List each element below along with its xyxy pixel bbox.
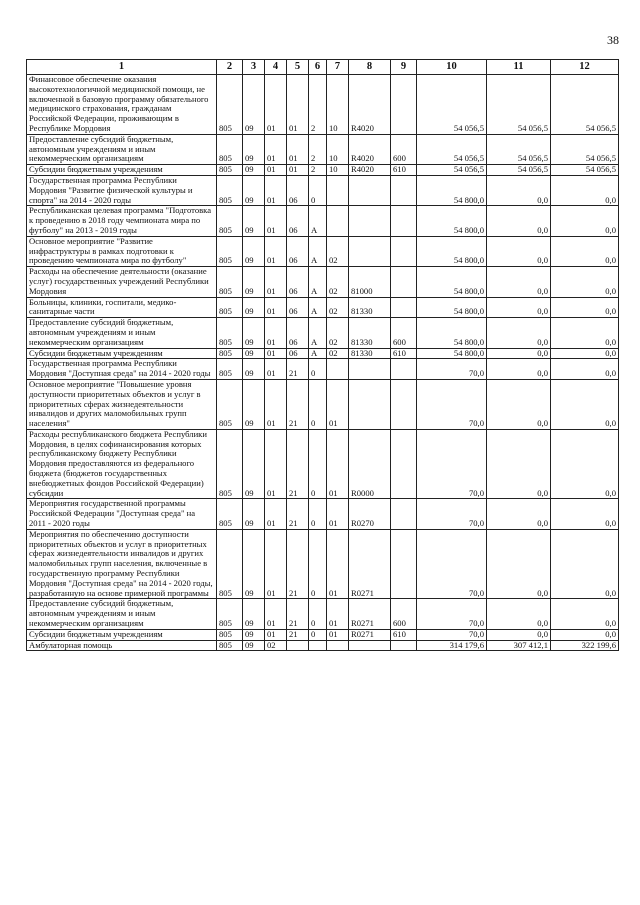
amount-year2-cell: 0,0: [487, 379, 551, 429]
code-subprogram-cell: 0: [309, 175, 327, 205]
column-header: 10: [417, 60, 487, 75]
row-name-cell: Финансовое обеспечение оказания высокотехнологичной медицинской помощи, не включенной в базовую программу обязательного медицинского страхования, гражданам Российской Федерации, проживающим в Республике Мордовия: [27, 75, 217, 135]
code-program-cell: 21: [287, 359, 309, 380]
amount-year1-cell: 54 800,0: [417, 236, 487, 266]
code-subprogram-cell: 0: [309, 529, 327, 599]
row-name-cell: Предоставление субсидий бюджетным, автономным учреждениям и иным некоммерческим организациям: [27, 599, 217, 629]
code-direction-cell: [349, 206, 391, 236]
code-subprogram-cell: А: [309, 206, 327, 236]
code-program-cell: 21: [287, 379, 309, 429]
code-program-cell: 21: [287, 529, 309, 599]
amount-year2-cell: 0,0: [487, 175, 551, 205]
amount-year1-cell: 54 056,5: [417, 134, 487, 164]
code-event-cell: 02: [327, 236, 349, 266]
code-pr-cell: 01: [265, 359, 287, 380]
code-expense-type-cell: [391, 236, 417, 266]
code-program-cell: 21: [287, 599, 309, 629]
amount-year2-cell: 307 412,1: [487, 640, 551, 651]
row-name-cell: Основное мероприятие "Развитие инфраструктуры в рамках подготовки к проведению чемпионата мира по футболу": [27, 236, 217, 266]
amount-year3-cell: 0,0: [551, 175, 619, 205]
table-row: [27, 629, 619, 640]
code-gr-cell: 805: [217, 236, 243, 266]
code-rz-cell: 09: [243, 75, 265, 135]
amount-year2-cell: 54 056,5: [487, 134, 551, 164]
code-expense-type-cell: [391, 297, 417, 318]
row-name-cell: Предоставление субсидий бюджетным, автономным учреждениям и иным некоммерческим организациям: [27, 134, 217, 164]
row-name-cell: Амбулаторная помощь: [27, 640, 217, 651]
code-gr-cell: 805: [217, 640, 243, 651]
code-direction-cell: R4020: [349, 75, 391, 135]
amount-year1-cell: 70,0: [417, 499, 487, 529]
code-gr-cell: 805: [217, 297, 243, 318]
amount-year3-cell: 54 056,5: [551, 134, 619, 164]
code-direction-cell: 81330: [349, 348, 391, 359]
code-direction-cell: 81330: [349, 318, 391, 348]
amount-year2-cell: 0,0: [487, 297, 551, 318]
amount-year3-cell: 0,0: [551, 318, 619, 348]
code-pr-cell: 01: [265, 379, 287, 429]
code-direction-cell: R0271: [349, 629, 391, 640]
amount-year1-cell: 70,0: [417, 379, 487, 429]
code-event-cell: 01: [327, 529, 349, 599]
code-program-cell: 06: [287, 206, 309, 236]
table-row: [27, 267, 619, 297]
code-event-cell: 02: [327, 267, 349, 297]
code-subprogram-cell: А: [309, 348, 327, 359]
page-number: 38: [607, 33, 619, 47]
code-rz-cell: 09: [243, 318, 265, 348]
code-expense-type-cell: 610: [391, 165, 417, 176]
table-row: [27, 165, 619, 176]
budget-table: [26, 59, 619, 651]
row-name-cell: Государственная программа Республики Мордовия "Развитие физической культуры и спорта" на 2014 - 2020 годы: [27, 175, 217, 205]
code-rz-cell: 09: [243, 529, 265, 599]
amount-year1-cell: 54 800,0: [417, 297, 487, 318]
code-pr-cell: 01: [265, 499, 287, 529]
code-gr-cell: 805: [217, 629, 243, 640]
code-event-cell: 10: [327, 134, 349, 164]
code-gr-cell: 805: [217, 165, 243, 176]
code-expense-type-cell: [391, 75, 417, 135]
code-pr-cell: 01: [265, 599, 287, 629]
code-expense-type-cell: 600: [391, 134, 417, 164]
code-program-cell: 21: [287, 499, 309, 529]
row-name-cell: Основное мероприятие "Повышение уровня доступности приоритетных объектов и услуг в приоритетных сферах жизнедеятельности инвалидов и других маломобильных групп населения": [27, 379, 217, 429]
table-body: [27, 75, 619, 651]
amount-year2-cell: 54 056,5: [487, 75, 551, 135]
code-rz-cell: 09: [243, 134, 265, 164]
code-pr-cell: 01: [265, 348, 287, 359]
code-rz-cell: 09: [243, 348, 265, 359]
code-subprogram-cell: 2: [309, 134, 327, 164]
code-gr-cell: 805: [217, 599, 243, 629]
row-name-cell: Республиканская целевая программа "Подготовка к проведению в 2018 году чемпионата мира по футболу" на 2013 - 2019 годы: [27, 206, 217, 236]
amount-year1-cell: 314 179,6: [417, 640, 487, 651]
code-subprogram-cell: 0: [309, 629, 327, 640]
code-gr-cell: 805: [217, 318, 243, 348]
code-expense-type-cell: [391, 640, 417, 651]
row-name-cell: Больницы, клиники, госпитали, медико-санитарные части: [27, 297, 217, 318]
amount-year3-cell: 0,0: [551, 267, 619, 297]
code-program-cell: 06: [287, 348, 309, 359]
code-rz-cell: 09: [243, 379, 265, 429]
table-row: [27, 348, 619, 359]
code-event-cell: 01: [327, 379, 349, 429]
code-gr-cell: 805: [217, 379, 243, 429]
code-direction-cell: 81330: [349, 297, 391, 318]
code-gr-cell: 805: [217, 499, 243, 529]
row-name-cell: Субсидии бюджетным учреждениям: [27, 629, 217, 640]
amount-year3-cell: 0,0: [551, 429, 619, 499]
amount-year1-cell: 70,0: [417, 629, 487, 640]
code-program-cell: 01: [287, 75, 309, 135]
code-rz-cell: 09: [243, 599, 265, 629]
code-event-cell: 10: [327, 165, 349, 176]
table-row: [27, 640, 619, 651]
code-pr-cell: 01: [265, 165, 287, 176]
amount-year3-cell: 0,0: [551, 499, 619, 529]
code-program-cell: 06: [287, 267, 309, 297]
column-header: 5: [287, 60, 309, 75]
code-direction-cell: [349, 175, 391, 205]
amount-year1-cell: 54 800,0: [417, 206, 487, 236]
code-subprogram-cell: 2: [309, 165, 327, 176]
code-gr-cell: 805: [217, 75, 243, 135]
code-subprogram-cell: 0: [309, 599, 327, 629]
amount-year1-cell: 54 800,0: [417, 175, 487, 205]
code-pr-cell: 01: [265, 429, 287, 499]
code-rz-cell: 09: [243, 629, 265, 640]
amount-year1-cell: 70,0: [417, 599, 487, 629]
code-rz-cell: 09: [243, 165, 265, 176]
table-row: [27, 175, 619, 205]
code-event-cell: 01: [327, 629, 349, 640]
amount-year3-cell: 0,0: [551, 348, 619, 359]
code-gr-cell: 805: [217, 529, 243, 599]
code-gr-cell: 805: [217, 206, 243, 236]
code-rz-cell: 09: [243, 267, 265, 297]
amount-year1-cell: 70,0: [417, 359, 487, 380]
code-pr-cell: 01: [265, 175, 287, 205]
table-row: [27, 318, 619, 348]
amount-year3-cell: 0,0: [551, 206, 619, 236]
code-expense-type-cell: [391, 379, 417, 429]
amount-year1-cell: 70,0: [417, 529, 487, 599]
code-expense-type-cell: [391, 359, 417, 380]
amount-year2-cell: 0,0: [487, 499, 551, 529]
code-direction-cell: R4020: [349, 165, 391, 176]
code-subprogram-cell: 0: [309, 429, 327, 499]
code-direction-cell: [349, 640, 391, 651]
code-subprogram-cell: А: [309, 297, 327, 318]
code-direction-cell: [349, 359, 391, 380]
row-name-cell: Мероприятия государственной программы Российской Федерации "Доступная среда" на 2011 - 2020 годы: [27, 499, 217, 529]
code-pr-cell: 01: [265, 134, 287, 164]
code-event-cell: [327, 206, 349, 236]
code-program-cell: 21: [287, 629, 309, 640]
code-expense-type-cell: [391, 529, 417, 599]
column-header: 12: [551, 60, 619, 75]
amount-year2-cell: 0,0: [487, 267, 551, 297]
table-row: [27, 297, 619, 318]
amount-year2-cell: 0,0: [487, 429, 551, 499]
code-gr-cell: 805: [217, 134, 243, 164]
column-header: 6: [309, 60, 327, 75]
code-subprogram-cell: 2: [309, 75, 327, 135]
code-expense-type-cell: 600: [391, 599, 417, 629]
code-subprogram-cell: А: [309, 236, 327, 266]
amount-year1-cell: 54 056,5: [417, 165, 487, 176]
amount-year1-cell: 54 800,0: [417, 318, 487, 348]
table-row: [27, 359, 619, 380]
amount-year1-cell: 70,0: [417, 429, 487, 499]
amount-year2-cell: 54 056,5: [487, 165, 551, 176]
code-subprogram-cell: А: [309, 267, 327, 297]
row-name-cell: Субсидии бюджетным учреждениям: [27, 165, 217, 176]
amount-year3-cell: 0,0: [551, 599, 619, 629]
column-header: 1: [27, 60, 217, 75]
amount-year2-cell: 0,0: [487, 599, 551, 629]
code-event-cell: 02: [327, 348, 349, 359]
code-expense-type-cell: [391, 429, 417, 499]
code-subprogram-cell: 0: [309, 499, 327, 529]
code-rz-cell: 09: [243, 359, 265, 380]
amount-year3-cell: 0,0: [551, 297, 619, 318]
row-name-cell: Расходы республиканского бюджета Республики Мордовия, в целях софинансирования которых республиканскому бюджету Республики Мордовия предоставляются из федерального бюджета (бюджетов государственных внебюджетных фондов Российской Федерации) субсидии: [27, 429, 217, 499]
amount-year2-cell: 0,0: [487, 629, 551, 640]
code-gr-cell: 805: [217, 429, 243, 499]
amount-year2-cell: 0,0: [487, 206, 551, 236]
amount-year1-cell: 54 800,0: [417, 267, 487, 297]
column-header: 9: [391, 60, 417, 75]
amount-year2-cell: 0,0: [487, 348, 551, 359]
column-header: 4: [265, 60, 287, 75]
code-program-cell: 06: [287, 318, 309, 348]
column-header: 11: [487, 60, 551, 75]
code-subprogram-cell: [309, 640, 327, 651]
amount-year3-cell: 0,0: [551, 359, 619, 380]
code-pr-cell: 01: [265, 267, 287, 297]
code-program-cell: 01: [287, 165, 309, 176]
amount-year2-cell: 0,0: [487, 359, 551, 380]
code-event-cell: 02: [327, 297, 349, 318]
code-event-cell: [327, 175, 349, 205]
amount-year3-cell: 0,0: [551, 236, 619, 266]
row-name-cell: Предоставление субсидий бюджетным, автономным учреждениям и иным некоммерческим организациям: [27, 318, 217, 348]
code-event-cell: 01: [327, 599, 349, 629]
code-gr-cell: 805: [217, 359, 243, 380]
code-event-cell: 10: [327, 75, 349, 135]
code-pr-cell: 01: [265, 318, 287, 348]
code-program-cell: 06: [287, 236, 309, 266]
row-name-cell: Расходы на обеспечение деятельности (оказание услуг) государственных учреждений Республики Мордовия: [27, 267, 217, 297]
code-direction-cell: R4020: [349, 134, 391, 164]
amount-year2-cell: 0,0: [487, 236, 551, 266]
code-program-cell: 21: [287, 429, 309, 499]
code-direction-cell: R0271: [349, 599, 391, 629]
code-direction-cell: R0271: [349, 529, 391, 599]
code-rz-cell: 09: [243, 499, 265, 529]
column-header: 2: [217, 60, 243, 75]
table-row: [27, 75, 619, 135]
amount-year3-cell: 0,0: [551, 529, 619, 599]
amount-year3-cell: 322 199,6: [551, 640, 619, 651]
code-pr-cell: 02: [265, 640, 287, 651]
code-subprogram-cell: 0: [309, 379, 327, 429]
table-row: [27, 499, 619, 529]
code-rz-cell: 09: [243, 175, 265, 205]
code-rz-cell: 09: [243, 206, 265, 236]
row-name-cell: Субсидии бюджетным учреждениям: [27, 348, 217, 359]
table-row: [27, 236, 619, 266]
code-rz-cell: 09: [243, 297, 265, 318]
code-pr-cell: 01: [265, 629, 287, 640]
code-expense-type-cell: [391, 175, 417, 205]
table-header-row: [27, 60, 619, 75]
amount-year2-cell: 0,0: [487, 529, 551, 599]
table-row: [27, 206, 619, 236]
column-header: 7: [327, 60, 349, 75]
code-pr-cell: 01: [265, 206, 287, 236]
code-event-cell: [327, 640, 349, 651]
code-direction-cell: [349, 379, 391, 429]
code-program-cell: 06: [287, 175, 309, 205]
code-gr-cell: 805: [217, 348, 243, 359]
amount-year1-cell: 54 800,0: [417, 348, 487, 359]
amount-year1-cell: 54 056,5: [417, 75, 487, 135]
code-direction-cell: R0270: [349, 499, 391, 529]
code-expense-type-cell: [391, 267, 417, 297]
amount-year2-cell: 0,0: [487, 318, 551, 348]
code-pr-cell: 01: [265, 75, 287, 135]
code-rz-cell: 09: [243, 236, 265, 266]
code-pr-cell: 01: [265, 236, 287, 266]
table-row: [27, 529, 619, 599]
column-header: 8: [349, 60, 391, 75]
code-event-cell: 02: [327, 318, 349, 348]
code-expense-type-cell: 610: [391, 348, 417, 359]
code-pr-cell: 01: [265, 529, 287, 599]
code-program-cell: [287, 640, 309, 651]
row-name-cell: Государственная программа Республики Мордовия "Доступная среда" на 2014 - 2020 годы: [27, 359, 217, 380]
table-row: [27, 599, 619, 629]
code-program-cell: 06: [287, 297, 309, 318]
code-direction-cell: R0000: [349, 429, 391, 499]
code-program-cell: 01: [287, 134, 309, 164]
code-gr-cell: 805: [217, 175, 243, 205]
code-direction-cell: 81000: [349, 267, 391, 297]
code-expense-type-cell: [391, 499, 417, 529]
code-gr-cell: 805: [217, 267, 243, 297]
code-pr-cell: 01: [265, 297, 287, 318]
code-expense-type-cell: 610: [391, 629, 417, 640]
row-name-cell: Мероприятия по обеспечению доступности приоритетных объектов и услуг в приоритетных сферах жизнедеятельности инвалидов и других маломобильных групп населения, включенные в государственную программу Республики Мордовия "Доступная среда" на 2014 - 2020 годы, разработанную на основе примерной программы: [27, 529, 217, 599]
code-subprogram-cell: А: [309, 318, 327, 348]
table-row: [27, 379, 619, 429]
code-rz-cell: 09: [243, 640, 265, 651]
amount-year3-cell: 0,0: [551, 379, 619, 429]
code-expense-type-cell: [391, 206, 417, 236]
code-direction-cell: [349, 236, 391, 266]
code-rz-cell: 09: [243, 429, 265, 499]
code-event-cell: 01: [327, 499, 349, 529]
code-expense-type-cell: 600: [391, 318, 417, 348]
amount-year3-cell: 54 056,5: [551, 75, 619, 135]
amount-year3-cell: 54 056,5: [551, 165, 619, 176]
amount-year3-cell: 0,0: [551, 629, 619, 640]
table-row: [27, 429, 619, 499]
table-row: [27, 134, 619, 164]
code-event-cell: [327, 359, 349, 380]
column-header: 3: [243, 60, 265, 75]
code-event-cell: 01: [327, 429, 349, 499]
code-subprogram-cell: 0: [309, 359, 327, 380]
